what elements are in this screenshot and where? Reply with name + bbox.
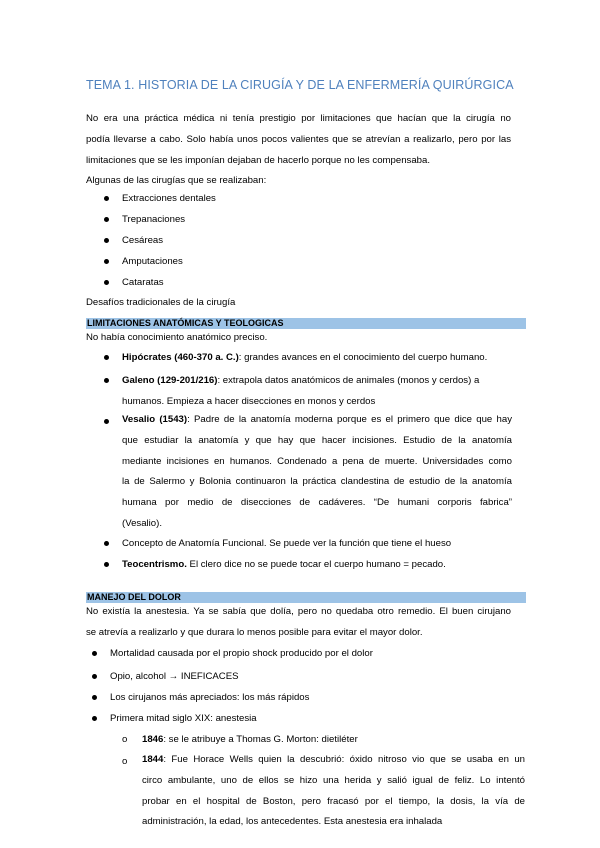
bullet-icon [104, 355, 109, 360]
sub1-year: 1846 [142, 734, 164, 745]
vesalio-name: Vesalio (1543) [122, 414, 188, 425]
bullet-icon [104, 378, 109, 383]
bullet-icon [92, 674, 97, 679]
section2-intro-line-1: No existía la anestesia. Ya se sabía que dolía, pero no quedaba otro remedio. El buen cirujano [86, 606, 511, 617]
vesalio-line: (Vesalio). [122, 517, 162, 529]
section-header-anatomy: LIMITACIONES ANATÓMICAS Y TEOLOGICAS [86, 318, 526, 329]
galeno-line-2: humanos. Empieza a hacer disecciones en monos y cerdos [122, 396, 376, 407]
list-item-hipocrates [122, 352, 487, 363]
galeno-name: Galeno (129-201/216) [122, 375, 218, 386]
teocentrismo-name: Teocentrismo. [122, 559, 187, 570]
section1-intro: No había conocimiento anatómico preciso. [86, 332, 268, 343]
intro-line-1: No era una práctica médica ni tenía prestigio por limitaciones que hacían que la cirugía no [86, 113, 511, 124]
circle-bullet-icon: o [122, 734, 128, 745]
bullet-icon [104, 419, 109, 424]
intro-line-2: podía llevarse a cabo. Solo había unos pocos valientes que se atrevían a realizarlo, pero por las [86, 134, 511, 145]
teocentrismo-text: El clero dice no se puede tocar el cuerpo humano = pecado. [186, 559, 446, 570]
section-header-pain: MANEJO DEL DOLOR [86, 592, 526, 603]
vesalio-line-1: Vesalio (1543): Padre de la anatomía moderna porque es el primero que dice que hay [122, 414, 512, 425]
list-item: Cesáreas [122, 235, 164, 246]
hipocrates-name: Hipócrates (460-370 a. C.) [122, 352, 239, 363]
bullet-icon [104, 541, 109, 546]
list-item: Extracciones dentales [122, 193, 216, 204]
challenges-title: Desafíos tradicionales de la cirugía [86, 297, 236, 308]
sub2-line: administración, la edad, los antecedentes. Esta anestesia era inhalada [142, 816, 443, 828]
sub-item-1844 [142, 750, 525, 833]
list-item: Primera mitad siglo XIX: anestesia [110, 713, 257, 724]
sub2-line: probar en el hospital de Boston, pero fracasó por el tiempo, la dosis, la vía de [142, 795, 525, 807]
list-item-galeno [122, 375, 479, 386]
hipocrates-text: : grandes avances en el conocimiento del cuerpo humano. [238, 352, 488, 363]
bullet-icon [104, 280, 109, 285]
list-item-concepto: Concepto de Anatomía Funcional. Se puede ver la función que tiene el hueso [122, 538, 452, 549]
bullet-icon [92, 695, 97, 700]
bullet-icon [92, 651, 97, 656]
vesalio-line: humana por medio de disecciones de cadáveres. “De humani corporis fabrica” [122, 497, 512, 509]
list-item: Cataratas [122, 277, 164, 288]
list-item: Amputaciones [122, 256, 183, 267]
sub-item-1846 [142, 734, 358, 745]
bullet-icon [104, 562, 109, 567]
bullet-icon [104, 196, 109, 201]
list-item-teocentrismo [122, 559, 446, 570]
sub2-year: 1844 [142, 754, 164, 765]
section2-intro-line-2: se atrevía a realizarlo y que durara lo menos posible para evitar el mayor dolor. [86, 627, 423, 638]
sub1-text: : se le atribuye a Thomas G. Morton: dietiléter [163, 734, 358, 745]
bullet-icon [104, 259, 109, 264]
bullet-icon [92, 716, 97, 721]
vesalio-line: que estudiar la anatomía y que hay que hacer incisiones. Estudio de la anatomía [122, 434, 512, 446]
surgeries-intro: Algunas de las cirugías que se realizaban: [86, 175, 267, 186]
list-item: Opio, alcohol → INEFICACES [110, 671, 239, 682]
vesalio-block [122, 410, 512, 535]
sub2-line: circo ambulante, uno de ellos se hizo una herida y salió igual de feliz. Lo intentó [142, 774, 525, 786]
galeno-text: : extrapola datos anatómicos de animales (monos y cerdos) a [217, 375, 480, 386]
vesalio-line: mediante incisiones en humanos. Condenado a pena de muerte. Universidades como [122, 455, 512, 467]
bullet-icon [104, 217, 109, 222]
document-title: TEMA 1. HISTORIA DE LA CIRUGÍA Y DE LA ENFERMERÍA QUIRÚRGICA [86, 78, 514, 92]
circle-bullet-icon: o [122, 756, 128, 767]
list-item: Mortalidad causada por el propio shock producido por el dolor [110, 648, 373, 659]
bullet-icon [104, 238, 109, 243]
list-item: Trepanaciones [122, 214, 186, 225]
list-item: Los cirujanos más apreciados: los más rápidos [110, 692, 310, 703]
sub2-line-1: 1844: Fue Horace Wells quien la descubrió: óxido nitroso vio que se usaba en un [142, 754, 525, 765]
vesalio-line: la de Salermo y Bolonia continuaron la práctica clandestina de estudio de la anatomía [122, 476, 512, 488]
intro-line-3: limitaciones que se les imponían dejaban de hacerlo porque no les compensaba. [86, 155, 430, 166]
